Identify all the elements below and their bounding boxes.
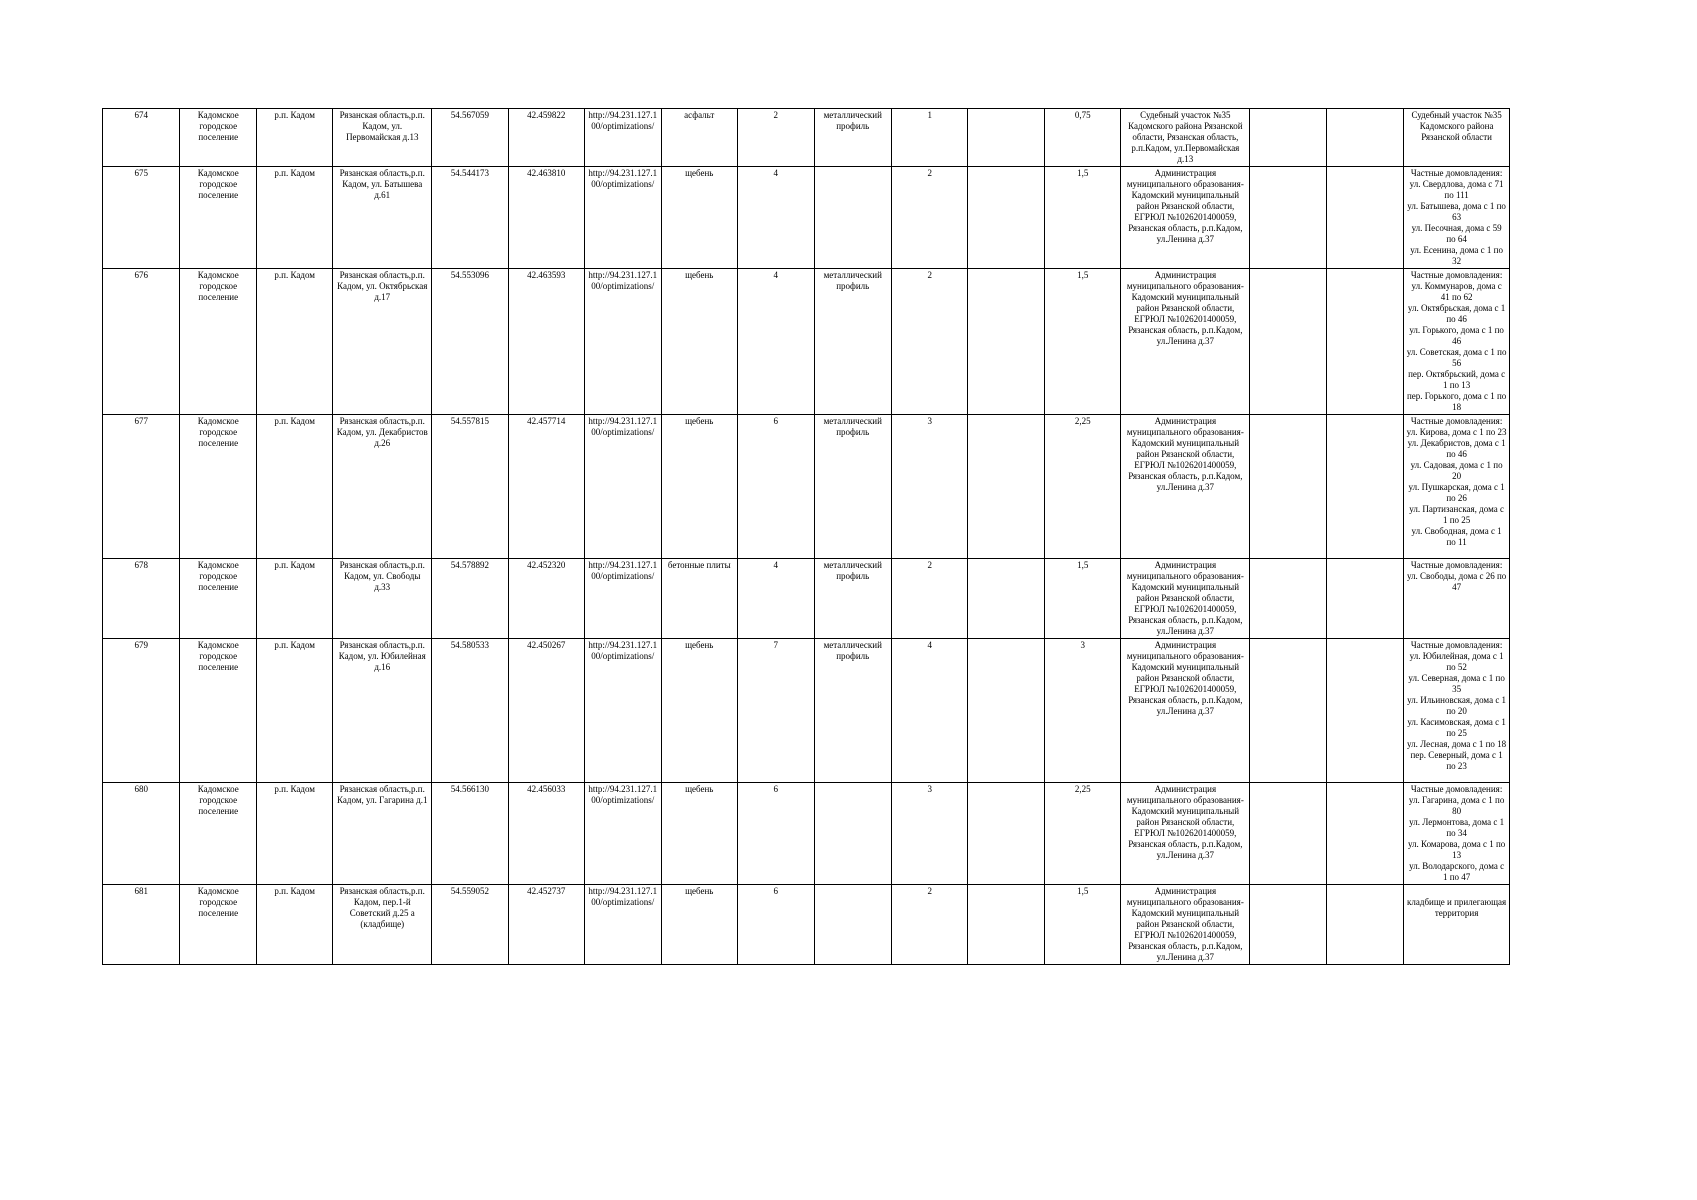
sources-cell (1404, 639, 1510, 783)
settlement-cell: Кадомское городское поселение (180, 559, 256, 639)
containers-cell: 3 (891, 783, 967, 885)
latitude-cell: 54.566130 (432, 783, 508, 885)
map-link-cell[interactable]: http://94.231.127.100/optimizations/ (585, 167, 661, 269)
area-cell: 6 (738, 415, 814, 559)
locality-cell: р.п. Кадом (256, 639, 332, 783)
source-line: Частные домовладения: (1410, 640, 1503, 650)
sources-cell (1404, 559, 1510, 639)
table-body (103, 109, 1510, 965)
settlement-cell: Кадомское городское поселение (180, 885, 256, 965)
address-cell: Рязанская область,р.п. Кадом, ул. Октябрьская д.17 (333, 269, 432, 415)
fence-cell: металлический профиль (814, 639, 891, 783)
empty-cell (1250, 639, 1326, 783)
address-cell: Рязанская область,р.п. Кадом, ул. Свободы д.33 (333, 559, 432, 639)
empty-cell (1250, 415, 1326, 559)
source-line: ул. Есенина, дома с 1 по 32 (1410, 245, 1503, 266)
empty-cell (968, 559, 1044, 639)
empty-cell (968, 783, 1044, 885)
empty-cell (968, 167, 1044, 269)
empty-cell (1250, 109, 1326, 167)
containers-cell: 1 (891, 109, 967, 167)
locality-cell: р.п. Кадом (256, 167, 332, 269)
source-line: ул. Кирова, дома с 1 по 23 (1406, 427, 1507, 437)
source-line: ул. Свободная, дома с 1 по 11 (1411, 526, 1502, 547)
empty-cell (1326, 269, 1403, 415)
row-number-cell: 678 (103, 559, 180, 639)
empty-cell (968, 415, 1044, 559)
volume-cell: 1,5 (1044, 167, 1120, 269)
sources-cell (1404, 109, 1510, 167)
area-cell: 4 (738, 167, 814, 269)
owner-cell: Администрация муниципального образования-Кадомский муниципальный район Рязанской области, ЕГРЮЛ №1026201400059, Рязанская область, р.п.Кадом, ул.Ленина д.37 (1121, 783, 1250, 885)
fence-cell: металлический профиль (814, 415, 891, 559)
row-number-cell: 679 (103, 639, 180, 783)
volume-cell: 1,5 (1044, 269, 1120, 415)
longitude-cell: 42.459822 (508, 109, 584, 167)
sources-cell (1404, 269, 1510, 415)
containers-cell: 2 (891, 269, 967, 415)
locality-cell: р.п. Кадом (256, 415, 332, 559)
area-cell: 4 (738, 269, 814, 415)
source-line: ул. Советская, дома с 1 по 56 (1406, 347, 1507, 368)
source-line: ул. Партизанская, дома с 1 по 25 (1409, 504, 1504, 525)
surface-cell: щебень (661, 415, 737, 559)
empty-cell (1250, 783, 1326, 885)
source-line: ул. Горького, дома с 1 по 46 (1409, 325, 1504, 346)
source-line: Частные домовладения: (1410, 168, 1503, 178)
source-line (1406, 886, 1507, 897)
source-line: Частные домовладения: (1410, 784, 1503, 794)
source-line: пер. Октябрьский, дома с 1 по 13 (1408, 369, 1506, 390)
table-row (103, 167, 1510, 269)
address-cell: Рязанская область,р.п. Кадом, ул. Декабристов д.26 (333, 415, 432, 559)
map-link-cell[interactable]: http://94.231.127.100/optimizations/ (585, 885, 661, 965)
containers-cell: 2 (891, 559, 967, 639)
sources-cell (1404, 783, 1510, 885)
fence-cell (814, 167, 891, 269)
owner-cell: Администрация муниципального образования-Кадомский муниципальный район Рязанской области, ЕГРЮЛ №1026201400059, Рязанская область, р.п.Кадом, ул.Ленина д.37 (1121, 559, 1250, 639)
locality-cell: р.п. Кадом (256, 109, 332, 167)
table-row (103, 783, 1510, 885)
latitude-cell: 54.578892 (432, 559, 508, 639)
surface-cell: щебень (661, 269, 737, 415)
latitude-cell: 54.544173 (432, 167, 508, 269)
map-link-cell[interactable]: http://94.231.127.100/optimizations/ (585, 269, 661, 415)
source-line: Частные домовладения: (1410, 560, 1503, 570)
source-line: Частные домовладения: (1410, 270, 1503, 280)
address-cell: Рязанская область,р.п. Кадом, ул. Гагарина д.1 (333, 783, 432, 885)
source-line: ул. Юбилейная, дома с 1 по 52 (1409, 651, 1504, 672)
source-line: ул. Свободы, дома с 26 по 47 (1406, 571, 1507, 592)
row-number-cell: 675 (103, 167, 180, 269)
waste-sites-table (102, 108, 1510, 965)
table-row (103, 269, 1510, 415)
latitude-cell: 54.580533 (432, 639, 508, 783)
surface-cell: щебень (661, 885, 737, 965)
fence-cell: металлический профиль (814, 559, 891, 639)
source-line: ул. Октябрьская, дома с 1 по 46 (1407, 303, 1506, 324)
fence-cell: металлический профиль (814, 109, 891, 167)
settlement-cell: Кадомское городское поселение (180, 109, 256, 167)
empty-cell (968, 885, 1044, 965)
owner-cell: Администрация муниципального образования-Кадомский муниципальный район Рязанской области, ЕГРЮЛ №1026201400059, Рязанская область, р.п.Кадом, ул.Ленина д.37 (1121, 167, 1250, 269)
source-line: ул. Гагарина, дома с 1 по 80 (1408, 795, 1505, 816)
source-line: ул. Садовая, дома с 1 по 20 (1410, 460, 1503, 481)
source-line: ул. Ильиновская, дома с 1 по 20 (1407, 695, 1507, 716)
empty-cell (1326, 783, 1403, 885)
settlement-cell: Кадомское городское поселение (180, 167, 256, 269)
source-line: ул. Северная, дома с 1 по 35 (1408, 673, 1505, 694)
locality-cell: р.п. Кадом (256, 783, 332, 885)
latitude-cell: 54.557815 (432, 415, 508, 559)
map-link-cell[interactable]: http://94.231.127.100/optimizations/ (585, 109, 661, 167)
latitude-cell: 54.567059 (432, 109, 508, 167)
source-line: ул. Володарского, дома с 1 по 47 (1409, 861, 1505, 882)
longitude-cell: 42.452737 (508, 885, 584, 965)
empty-cell (1326, 109, 1403, 167)
source-line: Частные домовладения: (1410, 416, 1503, 426)
longitude-cell: 42.463593 (508, 269, 584, 415)
table-row (103, 639, 1510, 783)
row-number-cell: 677 (103, 415, 180, 559)
latitude-cell: 54.553096 (432, 269, 508, 415)
settlement-cell: Кадомское городское поселение (180, 269, 256, 415)
source-line: ул. Лесная, дома с 1 по 18 (1407, 739, 1507, 749)
row-number-cell: 674 (103, 109, 180, 167)
locality-cell: р.п. Кадом (256, 885, 332, 965)
source-line: пер. Северный, дома с 1 по 23 (1410, 750, 1503, 771)
owner-cell: Администрация муниципального образования-Кадомский муниципальный район Рязанской области, ЕГРЮЛ №1026201400059, Рязанская область, р.п.Кадом, ул.Ленина д.37 (1121, 415, 1250, 559)
address-cell: Рязанская область,р.п. Кадом, ул. Юбилейная д.16 (333, 639, 432, 783)
empty-cell (1326, 559, 1403, 639)
surface-cell: щебень (661, 783, 737, 885)
fence-cell (814, 783, 891, 885)
empty-cell (968, 109, 1044, 167)
address-cell: Рязанская область,р.п. Кадом, ул. Первомайская д.13 (333, 109, 432, 167)
surface-cell: асфальт (661, 109, 737, 167)
settlement-cell: Кадомское городское поселение (180, 783, 256, 885)
map-link-cell[interactable]: http://94.231.127.100/optimizations/ (585, 415, 661, 559)
source-line: ул. Песочная, дома с 59 по 64 (1411, 223, 1502, 244)
map-link-cell[interactable]: http://94.231.127.100/optimizations/ (585, 783, 661, 885)
row-number-cell: 680 (103, 783, 180, 885)
row-number-cell: 681 (103, 885, 180, 965)
sources-cell (1404, 415, 1510, 559)
surface-cell: щебень (661, 639, 737, 783)
source-line: ул. Комарова, дома с 1 по 13 (1407, 839, 1506, 860)
source-line: ул. Декабристов, дома с 1 по 46 (1407, 438, 1506, 459)
locality-cell: р.п. Кадом (256, 269, 332, 415)
source-line: кладбище и прилегающая территория (1407, 897, 1507, 918)
volume-cell: 0,75 (1044, 109, 1120, 167)
source-line: ул. Батышева, дома с 1 по 63 (1407, 201, 1506, 222)
latitude-cell: 54.559052 (432, 885, 508, 965)
containers-cell: 3 (891, 415, 967, 559)
empty-cell (968, 269, 1044, 415)
longitude-cell: 42.452320 (508, 559, 584, 639)
surface-cell: щебень (661, 167, 737, 269)
empty-cell (1326, 885, 1403, 965)
containers-cell: 4 (891, 639, 967, 783)
empty-cell (1326, 639, 1403, 783)
containers-cell: 2 (891, 885, 967, 965)
owner-cell: Администрация муниципального образования-Кадомский муниципальный район Рязанской области, ЕГРЮЛ №1026201400059, Рязанская область, р.п.Кадом, ул.Ленина д.37 (1121, 639, 1250, 783)
longitude-cell: 42.456033 (508, 783, 584, 885)
owner-cell: Судебный участок №35 Кадомского района Рязанской области, Рязанская область, р.п.Кадом, ул.Первомайская д.13 (1121, 109, 1250, 167)
source-line: ул. Коммунаров, дома с 41 по 62 (1411, 281, 1502, 302)
area-cell: 6 (738, 783, 814, 885)
empty-cell (1326, 415, 1403, 559)
settlement-cell: Кадомское городское поселение (180, 639, 256, 783)
area-cell: 7 (738, 639, 814, 783)
address-cell: Рязанская область,р.п. Кадом, пер.1-й Советский д.25 а (кладбище) (333, 885, 432, 965)
empty-cell (1250, 167, 1326, 269)
owner-cell: Администрация муниципального образования-Кадомский муниципальный район Рязанской области, ЕГРЮЛ №1026201400059, Рязанская область, р.п.Кадом, ул.Ленина д.37 (1121, 885, 1250, 965)
volume-cell: 2,25 (1044, 415, 1120, 559)
map-link-cell[interactable]: http://94.231.127.100/optimizations/ (585, 559, 661, 639)
row-number-cell: 676 (103, 269, 180, 415)
sources-cell (1404, 167, 1510, 269)
source-line: Судебный участок №35 Кадомского района Рязанской области (1411, 110, 1502, 142)
source-line: ул. Касимовская, дома с 1 по 25 (1407, 717, 1506, 738)
containers-cell: 2 (891, 167, 967, 269)
table-row (103, 109, 1510, 167)
table-row (103, 559, 1510, 639)
source-line: ул. Пушкарская, дома с 1 по 26 (1408, 482, 1505, 503)
area-cell: 2 (738, 109, 814, 167)
empty-cell (968, 639, 1044, 783)
table-row (103, 415, 1510, 559)
empty-cell (1250, 559, 1326, 639)
surface-cell: бетонные плиты (661, 559, 737, 639)
empty-cell (1250, 885, 1326, 965)
volume-cell: 3 (1044, 639, 1120, 783)
source-line: ул. Лермонтова, дома с 1 по 34 (1409, 817, 1505, 838)
volume-cell: 2,25 (1044, 783, 1120, 885)
source-line: пер. Горького, дома с 1 по 18 (1406, 391, 1507, 412)
empty-cell (1326, 167, 1403, 269)
volume-cell: 1,5 (1044, 559, 1120, 639)
longitude-cell: 42.463810 (508, 167, 584, 269)
locality-cell: р.п. Кадом (256, 559, 332, 639)
area-cell: 6 (738, 885, 814, 965)
map-link-cell[interactable]: http://94.231.127.100/optimizations/ (585, 639, 661, 783)
longitude-cell: 42.450267 (508, 639, 584, 783)
table-row (103, 885, 1510, 965)
owner-cell: Администрация муниципального образования-Кадомский муниципальный район Рязанской области, ЕГРЮЛ №1026201400059, Рязанская область, р.п.Кадом, ул.Ленина д.37 (1121, 269, 1250, 415)
sources-cell (1404, 885, 1510, 965)
volume-cell: 1,5 (1044, 885, 1120, 965)
fence-cell (814, 885, 891, 965)
empty-cell (1250, 269, 1326, 415)
settlement-cell: Кадомское городское поселение (180, 415, 256, 559)
longitude-cell: 42.457714 (508, 415, 584, 559)
fence-cell: металлический профиль (814, 269, 891, 415)
area-cell: 4 (738, 559, 814, 639)
source-line: ул. Свердлова, дома с 71 по 111 (1409, 179, 1504, 200)
address-cell: Рязанская область,р.п. Кадом, ул. Батышева д.61 (333, 167, 432, 269)
